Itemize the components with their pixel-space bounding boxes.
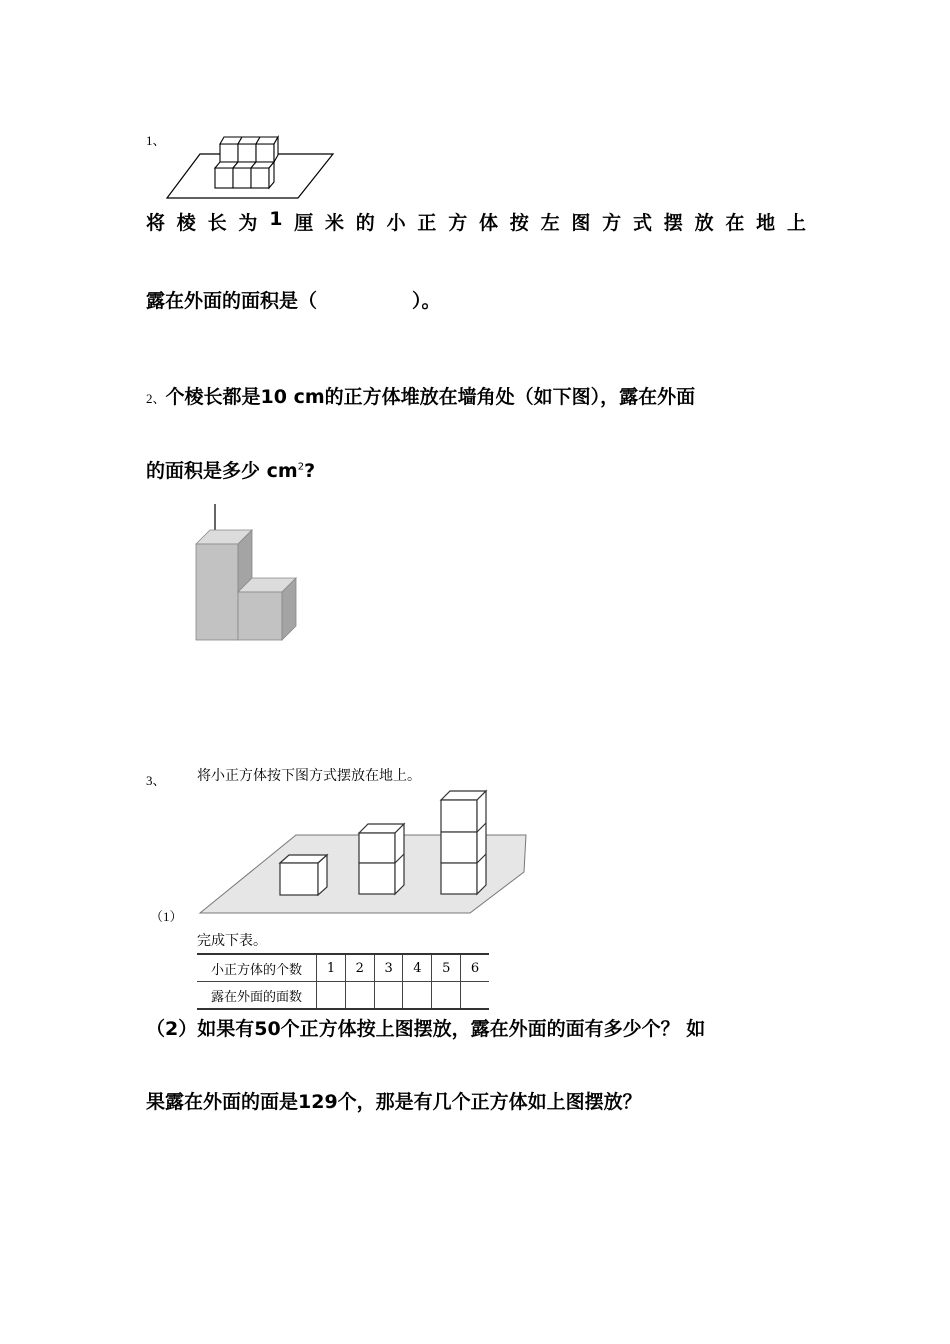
q1-char: 的 — [355, 212, 375, 234]
table-answer-cell[interactable] — [403, 982, 432, 1010]
q1-char: 按 — [509, 212, 529, 234]
q1-char: 放 — [694, 212, 714, 234]
q1-char: 在 — [725, 212, 745, 234]
q1-char: 为 — [238, 212, 258, 234]
q1-char: 方 — [602, 212, 622, 234]
table-answer-cell[interactable] — [317, 982, 346, 1010]
q1-char: 方 — [448, 212, 468, 234]
q1-cube-figure — [165, 132, 335, 200]
table-cell: 5 — [432, 954, 461, 982]
q1-char: 地 — [756, 212, 776, 234]
table-header-faces: 露在外面的面数 — [197, 982, 317, 1010]
table-answer-cell[interactable] — [432, 982, 461, 1010]
q3-table-caption: 完成下表。 — [197, 933, 267, 949]
table-answer-cell[interactable] — [461, 982, 489, 1010]
q1-char: 1 — [269, 208, 283, 230]
q1-line2-close: ）。 — [412, 290, 441, 312]
table-cell: 3 — [374, 954, 403, 982]
q1-char: 式 — [632, 212, 652, 234]
q1-char: 棱 — [176, 212, 196, 234]
q2-line2 — [146, 456, 315, 483]
q1-line2-text: 露在外面的面积是（ — [146, 290, 318, 312]
q1-number: 1、 — [146, 133, 166, 148]
table-row — [197, 954, 489, 982]
table-header-count: 小正方体的个数 — [197, 954, 317, 982]
q1-char: 厘 — [294, 212, 314, 234]
q3-cube-stacks-figure — [198, 788, 528, 916]
q2-line2-text: 的面积是多少 cm — [146, 460, 298, 482]
table-cell: 6 — [461, 954, 489, 982]
q1-char: 正 — [417, 212, 437, 234]
q2-superscript: 2 — [297, 461, 305, 473]
q1-char: 左 — [540, 212, 560, 234]
q1-char: 米 — [325, 212, 345, 234]
q3-part2-line2: 果露在外面的面是129个，那是有几个正方体如上图摆放？ — [146, 1091, 642, 1113]
q1-char: 体 — [478, 212, 498, 234]
table-row — [197, 982, 489, 1010]
q2-question-mark: ? — [304, 460, 316, 482]
q1-char: 长 — [207, 212, 227, 234]
table-cell: 2 — [345, 954, 374, 982]
table-cell: 1 — [317, 954, 346, 982]
q2-number: 2、 — [146, 391, 166, 406]
q3-part2-line1: （2）如果有50个正方体按上图摆放，露在外面的面有多少个？ 如 — [146, 1018, 706, 1040]
q2-corner-cubes-figure — [192, 502, 302, 644]
q1-char: 小 — [386, 212, 406, 234]
q1-line1 — [146, 208, 806, 235]
q2-line1-text: 个棱长都是10 cm的正方体堆放在墙角处（如下图），露在外面 — [165, 386, 696, 408]
q3-part1-label: （1） — [150, 909, 183, 924]
table-cell: 4 — [403, 954, 432, 982]
q3-number: 3、 — [146, 773, 166, 788]
q1-char: 上 — [786, 212, 806, 234]
q1-char: 将 — [146, 212, 166, 234]
table-answer-cell[interactable] — [374, 982, 403, 1010]
q2-line1 — [146, 382, 695, 409]
q1-char: 摆 — [663, 212, 683, 234]
table-answer-cell[interactable] — [345, 982, 374, 1010]
q1-line2 — [146, 286, 441, 313]
q1-char: 图 — [571, 212, 591, 234]
q3-instruction: 将小正方体按下图方式摆放在地上。 — [197, 768, 421, 784]
q3-table — [197, 953, 489, 1010]
